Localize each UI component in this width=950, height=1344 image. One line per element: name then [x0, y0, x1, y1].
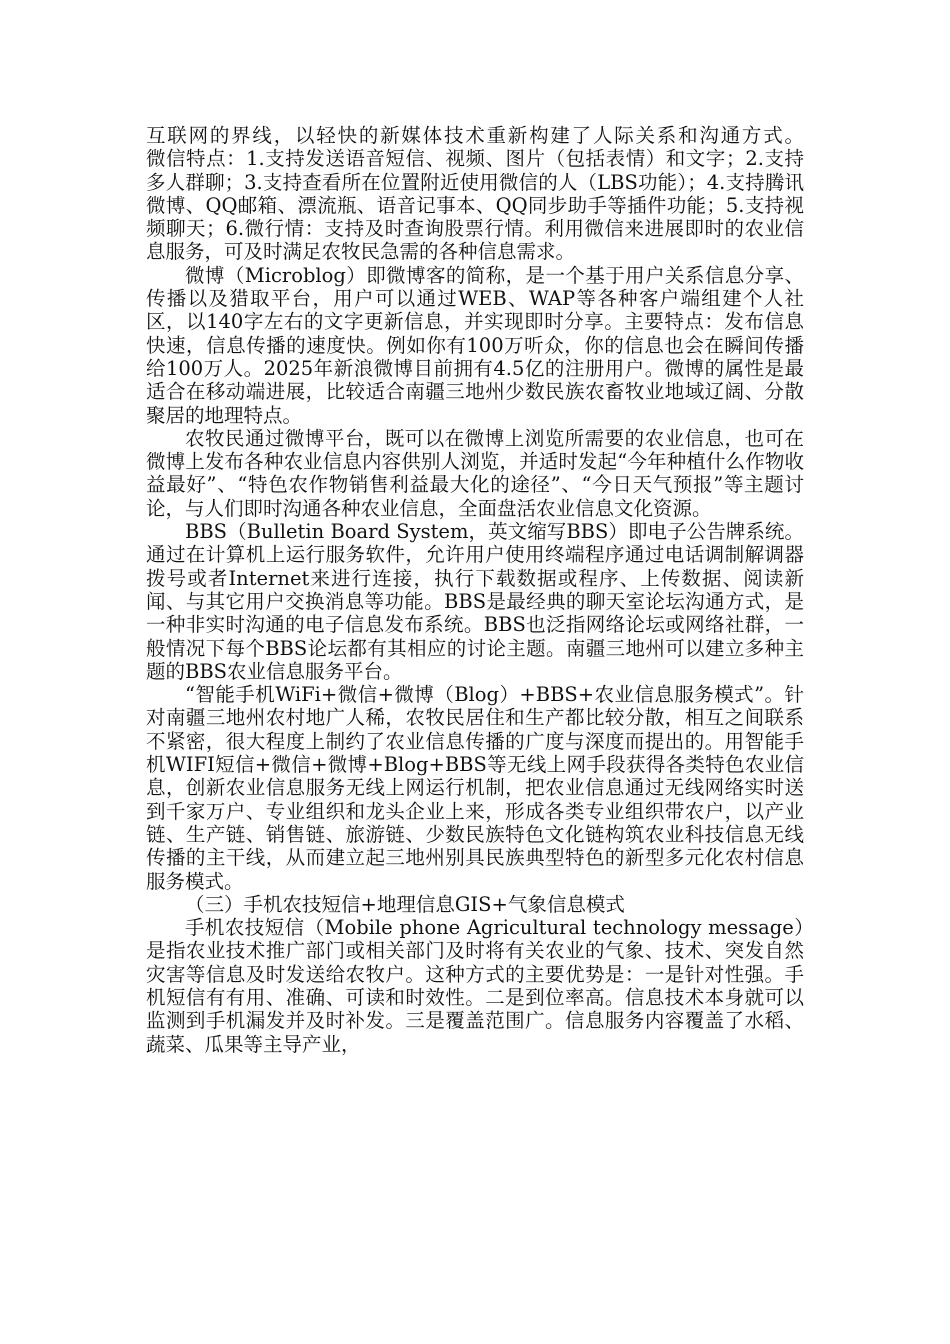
section-heading-sms-gis: （三）手机农技短信+地理信息GIS+气象信息模式: [185, 892, 625, 916]
paragraph-microblog-usage: 农牧民通过微博平台，既可以在微博上浏览所需要的农业信息，也可在微博上发布各种农业信息内容供别人浏览，并适时发起“今年种植什么作物收益最好”、“特色农作物销售利益最大化的途径”、“今日天气预报”等主题讨论，与人们即时沟通各种农业信息，全面盘活农业信息文化资源。: [146, 426, 804, 520]
paragraph-wechat-features: 互联网的界线，以轻快的新媒体技术重新构建了人际关系和沟通方式。 微信特点：1.支持发送语音短信、视频、图片（包括表情）和文字；2.支持多人群聊；3.支持查看所在位置附近使用微信的人（LBS功能）；4.支持腾讯微博、QQ邮箱、漂流瓶、语音记事本、QQ同步助手等插件功能；5.支持视频聊天；6.微行情：支持及时查询股票行情。利用微信来进展即时的农业信息服务，可及时满足农牧民急需的各种信息需求。: [146, 124, 866, 264]
paragraph-bbs: BBS（Bulletin Board System，英文缩写BBS）即电子公告牌系统。通过在计算机上运行服务软件，允许用户使用终端程序通过电话调制解调器拨号或者Internet来进行连接，执行下载数据或程序、上传数据、阅读新闻、与其它用户交换消息等功能。BBS是最经典的聊天室论坛沟通方式，是一种非实时沟通的电子信息发布系统。BBS也泛指网络论坛或网络社群，一般情况下每个BBS论坛都有其相应的讨论主题。南疆三地州可以建立多种主题的BBS农业信息服务平台。: [146, 520, 804, 683]
paragraph-smartphone-model: “智能手机WiFi+微信+微博（Blog）+BBS+农业信息服务模式”。针对南疆三地州农村地广人稀，农牧民居住和生产都比较分散，相互之间联系不紧密，很大程度上制约了农业信息传播的广度与深度而提出的。用智能手机WIFI短信+微信+微博+Blog+BBS等无线上网手段获得各类特色农业信息，创新农业信息服务无线上网运行机制，把农业信息通过无线网络实时送到千家万户、专业组织和龙头企业上来，形成各类专业组织带农户，以产业链、生产链、销售链、旅游链、少数民族特色文化链构筑农业科技信息无线传播的主干线，从而建立起三地州别具民族典型特色的新型多元化农村信息服务模式。: [146, 683, 804, 893]
paragraph-sms: 手机农技短信（Mobile phone Agricultural technology message）是指农业技术推广部门或相关部门及时将有关农业的气象、技术、突发自然灾害等信息及时发送给农牧户。这种方式的主要优势是：一是针对性强。手机短信有有用、准确、可读和时效性。二是到位率高。信息技术本身就可以监测到手机漏发并及时补发。三是覆盖范围广。信息服务内容覆盖了水稻、蔬菜、瓜果等主导产业，: [146, 916, 804, 1056]
paragraph-microblog-intro: 微博（Microblog）即微博客的简称，是一个基于用户关系信息分享、传播以及猎取平台，用户可以通过WEB、WAP等各种客户端组建个人社区，以140字左右的文字更新信息，并实现即时分享。主要特点：发布信息快速，信息传播的速度快。例如你有100万听众，你的信息也会在瞬间传播给100万人。2025年新浪微博目前拥有4.5亿的注册用户。微博的属性是最适合在移动端进展，比较适合南疆三地州少数民族农畜牧业地域辽阔、分散聚居的地理特点。: [146, 263, 804, 427]
document-body: [146, 124, 866, 1056]
